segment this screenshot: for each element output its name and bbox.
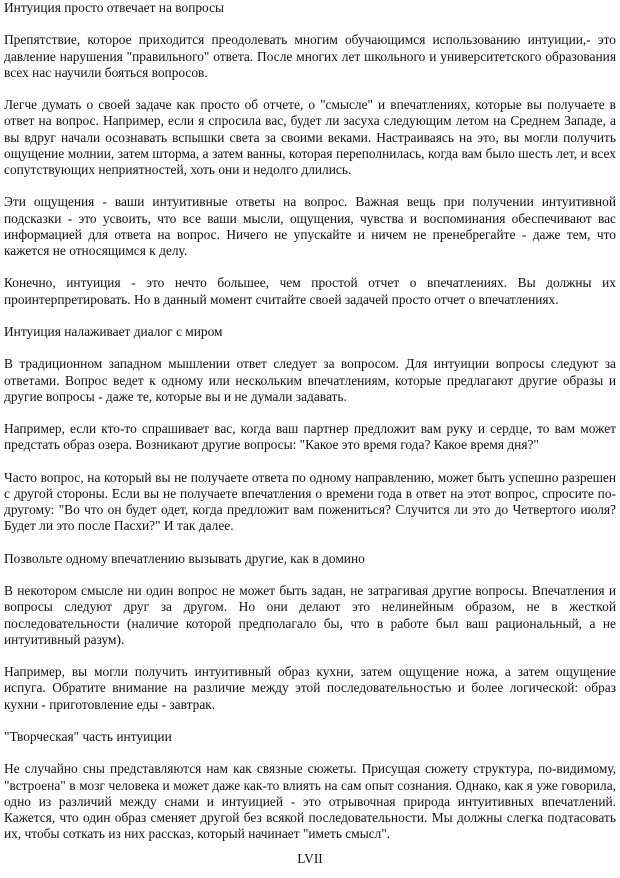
- paragraph: Часто вопрос, на который вы не получаете ответа по одному направлению, может быть успешно разрешен с другой стороны. Если вы не получаете впечатления о времени года в ответ на этот вопрос, спросите по-другому: "Во что он будет одет, когда предложит вам пожениться? Случится ли это до Четвертого июля? Будет ли это после Пасхи?" И так далее.: [4, 469, 616, 534]
- section-heading: Интуиция налаживает диалог с миром: [4, 323, 223, 339]
- section-heading: Интуиция просто отвечает на вопросы: [4, 0, 225, 15]
- paragraph: Не случайно сны представляются нам как связные сюжеты. Присущая сюжету структура, по-видимому, "встроена" в мозг человека и может даже как-то влиять на сам опыт сознания. Однако, как я уже говорила, одно из различий между снами и интуицией - это отрывочная природа интуитивных впечатлений. Кажется, что один образ сменяет другой без всякой последовательности. Мы должны слегка подтасовать их, чтобы соткать из них рассказ, который начинает "иметь смысл".: [4, 761, 616, 842]
- section-heading: Позвольте одному впечатлению вызывать другие, как в домино: [4, 550, 365, 566]
- page-number: LVII: [297, 851, 323, 866]
- paragraph: Например, вы могли получить интуитивный образ кухни, затем ощущение ножа, а затем ощущение испуга. Обратите внимание на различие между этой последовательностью и более логической: образ кухни - приготовление еды - завтрак.: [4, 664, 616, 712]
- paragraph: Например, если кто-то спрашивает вас, когда ваш партнер предложит вам руку и сердце, то вам может предстать образ озера. Возникают другие вопросы: "Какое это время года? Какое время дня?": [4, 421, 616, 453]
- section-heading: "Творческая" часть интуиции: [4, 728, 172, 744]
- paragraph: Препятствие, которое приходится преодолевать многим обучающимся использованию интуиции,- это давление нарушения "правильного" ответа. После многих лет школьного и университетского образования всех нас научили бояться вопросов.: [4, 32, 616, 80]
- paragraph: Конечно, интуиция - это нечто большее, чем простой отчет о впечатлениях. Вы должны их проинтерпретировать. Но в данный момент считайте своей задачей просто отчет о впечатлениях.: [4, 275, 616, 307]
- paragraph: Легче думать о своей задаче как просто об отчете, о "смысле" и впечатлениях, которые вы получаете в ответ на вопрос. Например, если я спросила вас, будет ли засуха следующим летом на Среднем Западе, а вы вдруг начали осознавать вспышки света за своими веками. Настраиваясь на это, вы могли получить ощущение молнии, затем шторма, а затем ванны, которая переполнилась, когда вам было шесть лет, и всех сопутствующих неприятностей, хоть они и недолго длились.: [4, 97, 616, 177]
- paragraph: В традиционном западном мышлении ответ следует за вопросом. Для интуиции вопросы следуют за ответами. Вопрос ведет к одному или нескольким впечатлениям, которые предлагают другие образы и другие вопросы - даже те, которые вы и не думали задавать.: [4, 356, 616, 404]
- page-body: [4, 0, 616, 842]
- paragraph: В некотором смысле ни один вопрос не может быть задан, не затрагивая другие вопросы. Впечатления и вопросы следуют друг за другом. Но они делают это нелинейным образом, не в жесткой последовательности (наличие которой предполагало бы, что в работе был ваш рациональный, а не интуитивный разум).: [4, 583, 616, 647]
- paragraph: Эти ощущения - ваши интуитивные ответы на вопрос. Важная вещь при получении интуитивной подсказки - это усвоить, что все ваши мысли, ощущения, чувства и воспоминания обеспечивают вас информацией для ответа на вопрос. Ничего не упускайте и ничем не пренебрегайте - даже тем, что кажется не относящимся к делу.: [4, 194, 616, 258]
